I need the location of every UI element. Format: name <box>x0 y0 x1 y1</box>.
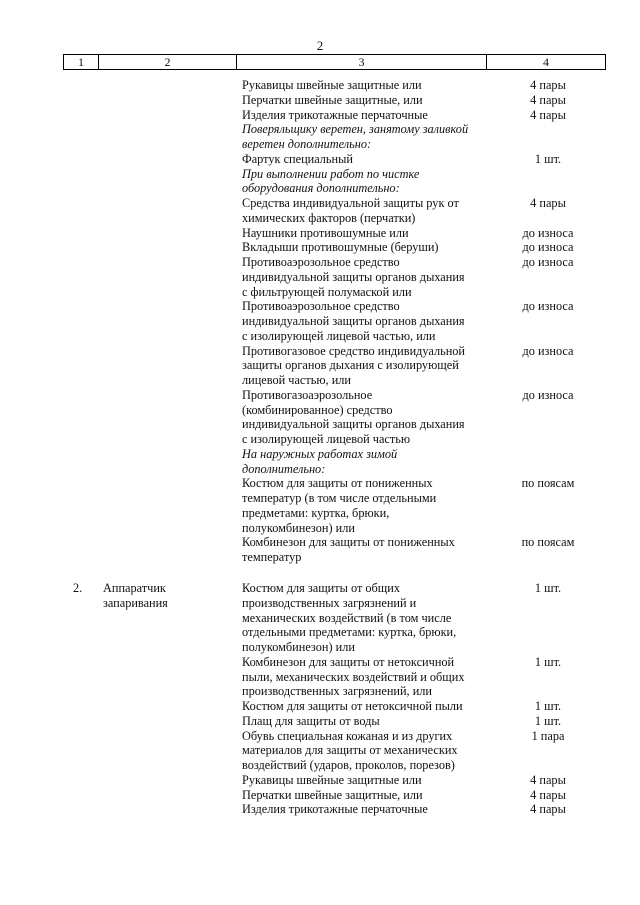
header-col-2: 2 <box>99 55 237 69</box>
item-quantity: 1 шт. <box>534 581 562 595</box>
item-text: материалов для защиты от механических <box>242 743 458 758</box>
item-text: пыли, механических воздействий и общих <box>242 669 465 684</box>
item-text: Перчатки швейные защитные, или <box>242 787 423 802</box>
item-text: Комбинезон для защиты от пониженных <box>242 535 455 550</box>
item-text: химических факторов (перчатки) <box>242 210 416 225</box>
item-text: Комбинезон для защиты от нетоксичной <box>242 654 455 669</box>
item-text: Противоаэрозольное средство <box>242 299 400 314</box>
item-text: индивидуальной защиты органов дыхания <box>242 314 465 328</box>
section-note: При выполнении работ по чистке <box>242 166 420 181</box>
profession-name: Аппаратчик <box>103 581 166 595</box>
item-quantity: до износа <box>522 387 574 402</box>
item-text: индивидуальной защиты органов дыхания <box>242 417 465 432</box>
item-text: Изделия трикотажные перчаточные <box>242 802 428 817</box>
item-quantity: 1 шт. <box>534 654 562 669</box>
item-text: Обувь специальная кожаная и из других <box>242 728 453 743</box>
item-quantity: 1 пара <box>531 728 565 743</box>
item-text: Наушники противошумные или <box>242 225 409 240</box>
item-quantity: до износа <box>522 225 574 240</box>
item-text: Средства индивидуальной защиты рук от <box>242 196 459 210</box>
section-note: На наружных работах зимой <box>242 446 398 461</box>
item-text: производственных загрязнений, или <box>242 684 433 699</box>
item-text: температур <box>242 550 302 564</box>
item-quantity: 4 пары <box>530 787 566 802</box>
item-text: механических воздействий (в том числе <box>242 610 452 625</box>
item-text: защиты органов дыхания с изолирующей <box>242 358 459 373</box>
item-quantity: 1 шт. <box>534 699 562 713</box>
item-text: Противогазовое средство индивидуальной <box>242 343 466 358</box>
header-col-1: 1 <box>64 55 99 69</box>
profession-name: запаривания <box>103 595 168 610</box>
header-col-4: 4 <box>543 55 549 69</box>
item-text: Изделия трикотажные перчаточные <box>242 107 428 122</box>
item-quantity: до износа <box>522 240 574 255</box>
item-text: полукомбинезон) или <box>242 640 355 654</box>
item-text: с изолирующей лицевой частью, или <box>242 328 436 343</box>
item-quantity: до износа <box>522 299 574 314</box>
item-text: производственных загрязнений и <box>242 595 417 610</box>
section-note: оборудования дополнительно: <box>242 181 400 196</box>
item-quantity: по поясам <box>521 535 575 550</box>
item-quantity: 4 пары <box>530 78 566 92</box>
row-number: 2. <box>73 581 83 595</box>
item-text: полукомбинезон) или <box>242 520 355 535</box>
header-col-3: 3 <box>237 55 487 69</box>
item-text: Костюм для защиты от общих <box>242 581 400 595</box>
item-text: Вкладыши противошумные (беруши) <box>242 240 439 255</box>
item-text: Рукавицы швейные защитные или <box>242 78 422 92</box>
item-text: Противоаэрозольное средство <box>242 255 400 269</box>
item-quantity: 4 пары <box>530 107 566 122</box>
item-quantity: по поясам <box>521 476 575 491</box>
item-quantity: 4 пары <box>530 92 566 107</box>
item-quantity: до износа <box>522 255 574 269</box>
item-text: (комбинированное) средство <box>242 402 393 417</box>
item-quantity: до износа <box>522 343 574 358</box>
item-text: Противогазоаэрозольное <box>242 387 373 402</box>
item-text: Перчатки швейные защитные, или <box>242 92 423 107</box>
item-text: отдельными предметами: куртка, брюки, <box>242 625 457 640</box>
item-text: Фартук специальный <box>242 151 353 166</box>
item-text: с фильтрующей полумаской или <box>242 284 412 299</box>
item-text: с изолирующей лицевой частью <box>242 432 411 446</box>
item-text: Костюм для защиты от пониженных <box>242 476 433 491</box>
item-quantity: 4 пары <box>530 196 566 210</box>
table-header-row <box>63 54 606 70</box>
item-quantity: 1 шт. <box>534 713 562 728</box>
section-note: веретен дополнительно: <box>242 137 372 151</box>
item-text: Костюм для защиты от нетоксичной пыли <box>242 699 463 713</box>
item-text: индивидуальной защиты органов дыхания <box>242 269 465 284</box>
item-quantity: 4 пары <box>530 802 566 817</box>
item-text: предметами: куртка, брюки, <box>242 505 390 520</box>
section-note: Поверяльщику веретен, занятому заливкой <box>242 122 469 137</box>
page-number: 2 <box>316 38 324 53</box>
item-text: температур (в том числе отдельными <box>242 491 437 505</box>
section-note: дополнительно: <box>242 461 326 476</box>
item-text: воздействий (ударов, проколов, порезов) <box>242 758 455 772</box>
item-text: Плащ для защиты от воды <box>242 713 380 728</box>
item-text: Рукавицы швейные защитные или <box>242 772 422 787</box>
item-quantity: 1 шт. <box>534 151 562 166</box>
item-text: лицевой частью, или <box>242 373 351 387</box>
item-quantity: 4 пары <box>530 772 566 787</box>
